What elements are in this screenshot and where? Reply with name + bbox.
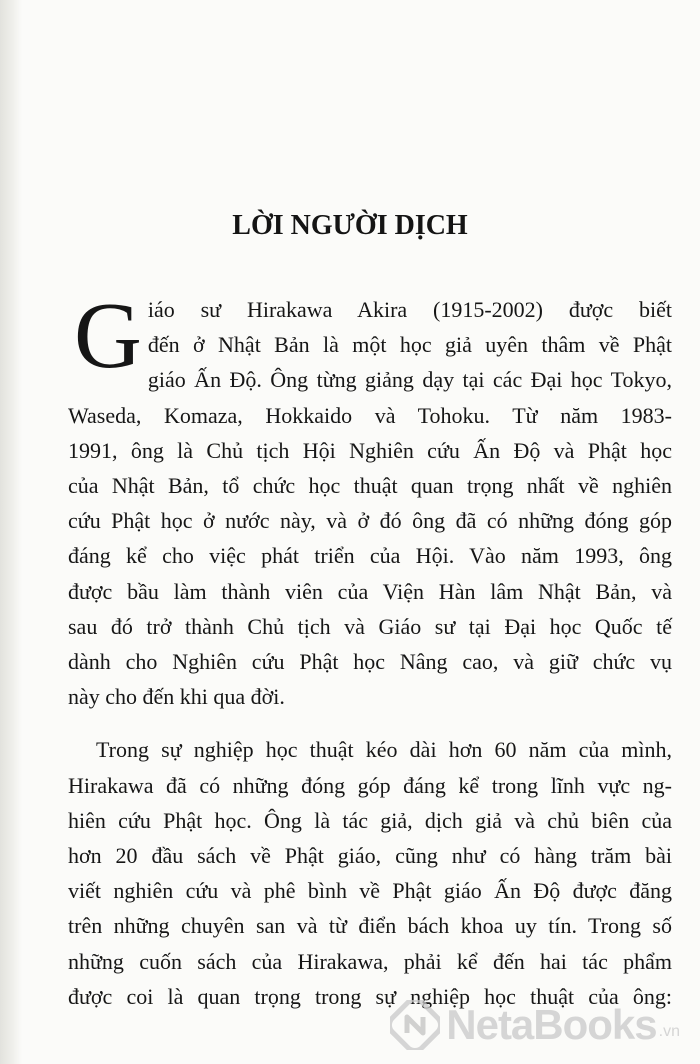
text-line: của Nhật Bản, tổ chức học thuật quan trọng nhất về nghiên xyxy=(68,473,672,499)
text-line: đến ở Nhật Bản là một học giả uyên thâm về Phật xyxy=(147,332,672,358)
paragraph-2 xyxy=(0,732,672,1014)
text-line: Hirakawa đã có những đóng góp đáng kể trong lĩnh vực ng- xyxy=(68,772,672,798)
publisher-watermark xyxy=(390,1000,680,1050)
text-line: cứu Phật học ở nước này, và ở đó ông đã có những đóng góp xyxy=(68,508,672,534)
text-line: hơn 20 đầu sách về Phật giáo, cũng như có hàng trăm bài xyxy=(68,843,672,869)
text-line: được bầu làm thành viên của Viện Hàn lâm Nhật Bản, và xyxy=(68,578,672,604)
text-line: đáng kể cho việc phát triển của Hội. Vào năm 1993, ông xyxy=(68,543,672,569)
text-line: những cuốn sách của Hirakawa, phải kể đến hai tác phẩm xyxy=(68,948,672,974)
text-line: Waseda, Komaza, Hokkaido và Tohoku. Từ năm 1983- xyxy=(68,402,672,428)
text-line: Trong sự nghiệp học thuật kéo dài hơn 60 năm của mình, xyxy=(96,737,672,763)
text-line: dành cho Nghiên cứu Phật học Nâng cao, và giữ chức vụ xyxy=(68,649,672,675)
page-title: LỜI NGƯỜI DỊCH xyxy=(232,210,468,241)
text-line: sau đó trở thành Chủ tịch và Giáo sư tại Đại học Quốc tế xyxy=(68,613,672,639)
watermark-tld: .vn xyxy=(658,1023,680,1040)
text-line: giáo Ấn Độ. Ông từng giảng dạy tại các Đại học Tokyo, xyxy=(147,367,672,393)
text-line: viết nghiên cứu và phê bình về Phật giáo Ấn Độ được đăng xyxy=(68,878,672,904)
text-line: iáo sư Hirakawa Akira (1915-2002) được biết xyxy=(147,297,672,322)
text-line: 1991, ông là Chủ tịch Hội Nghiên cứu Ấn Độ và Phật học xyxy=(68,437,672,463)
drop-cap-letter: G xyxy=(74,284,142,388)
paragraph-1 xyxy=(68,284,672,714)
body-text xyxy=(68,284,672,1014)
watermark-brand: NetaBooks xyxy=(446,1001,657,1048)
text-line: được coi là quan trọng trong sự nghiệp học thuật của ông: xyxy=(68,983,672,1009)
text-line: này cho đến khi qua đời. xyxy=(68,684,285,710)
text-line: trên những chuyên san và từ điển bách khoa uy tín. Trong số xyxy=(68,913,672,939)
netabooks-logo-icon xyxy=(390,1000,440,1050)
text-line: hiên cứu Phật học. Ông là tác giả, dịch giả và chủ biên của xyxy=(68,807,672,833)
